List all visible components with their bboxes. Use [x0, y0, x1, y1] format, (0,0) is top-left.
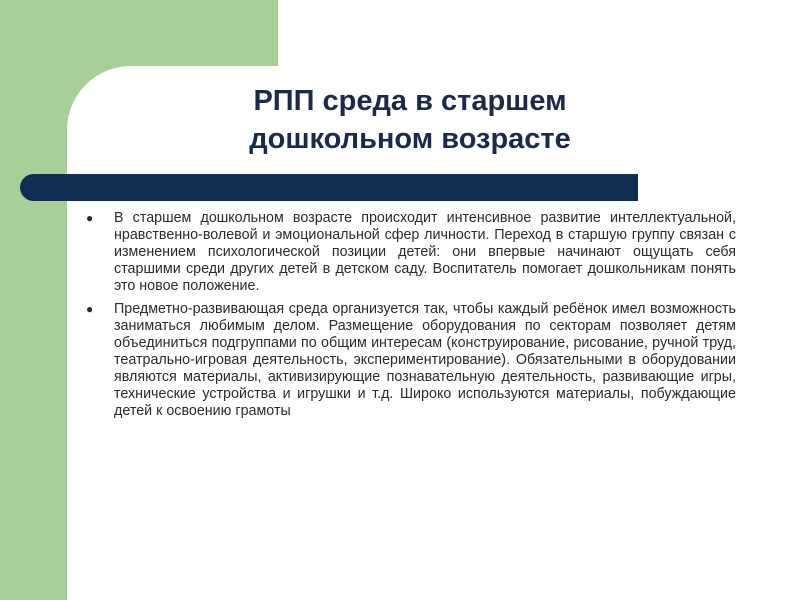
bullet-item — [82, 210, 736, 295]
slide-title-line-1: РПП среда в старшем — [253, 85, 567, 117]
title-divider-bar — [20, 174, 638, 201]
bullet-icon: ● — [86, 302, 94, 316]
bullet-item — [82, 301, 736, 420]
slide-body — [82, 210, 736, 426]
bullet-text: В старшем дошкольном возрасте происходит интенсивное развитие интеллектуальной, нравственно-волевой и эмоциональной сфер личности. Переход в старшую группу связан с изменением психологической позиции детей: они впервые начинают ощущать себя старшими среди других детей в детском саду. Воспитатель помогает дошкольникам понять это новое положение. — [114, 210, 736, 294]
slide-title-line-2: дошкольном возрасте — [249, 123, 571, 155]
slide-title — [150, 82, 670, 158]
bullet-text: Предметно-развивающая среда организуется так, чтобы каждый ребёнок имел возможность заниматься любимым делом. Размещение оборудования по секторам позволяет детям объединиться подгруппами по общим интересам (конструирование, рисование, ручной труд, театрально-игровая деятельность, экспериментирование). Обязательными в оборудовании являются материалы, активизирующие познавательную деятельность, развивающие игры, технические устройства и игрушки и т.д. Широко используются материалы, побуждающие детей к освоению грамоты — [114, 301, 736, 419]
bullet-icon: ● — [86, 211, 94, 225]
